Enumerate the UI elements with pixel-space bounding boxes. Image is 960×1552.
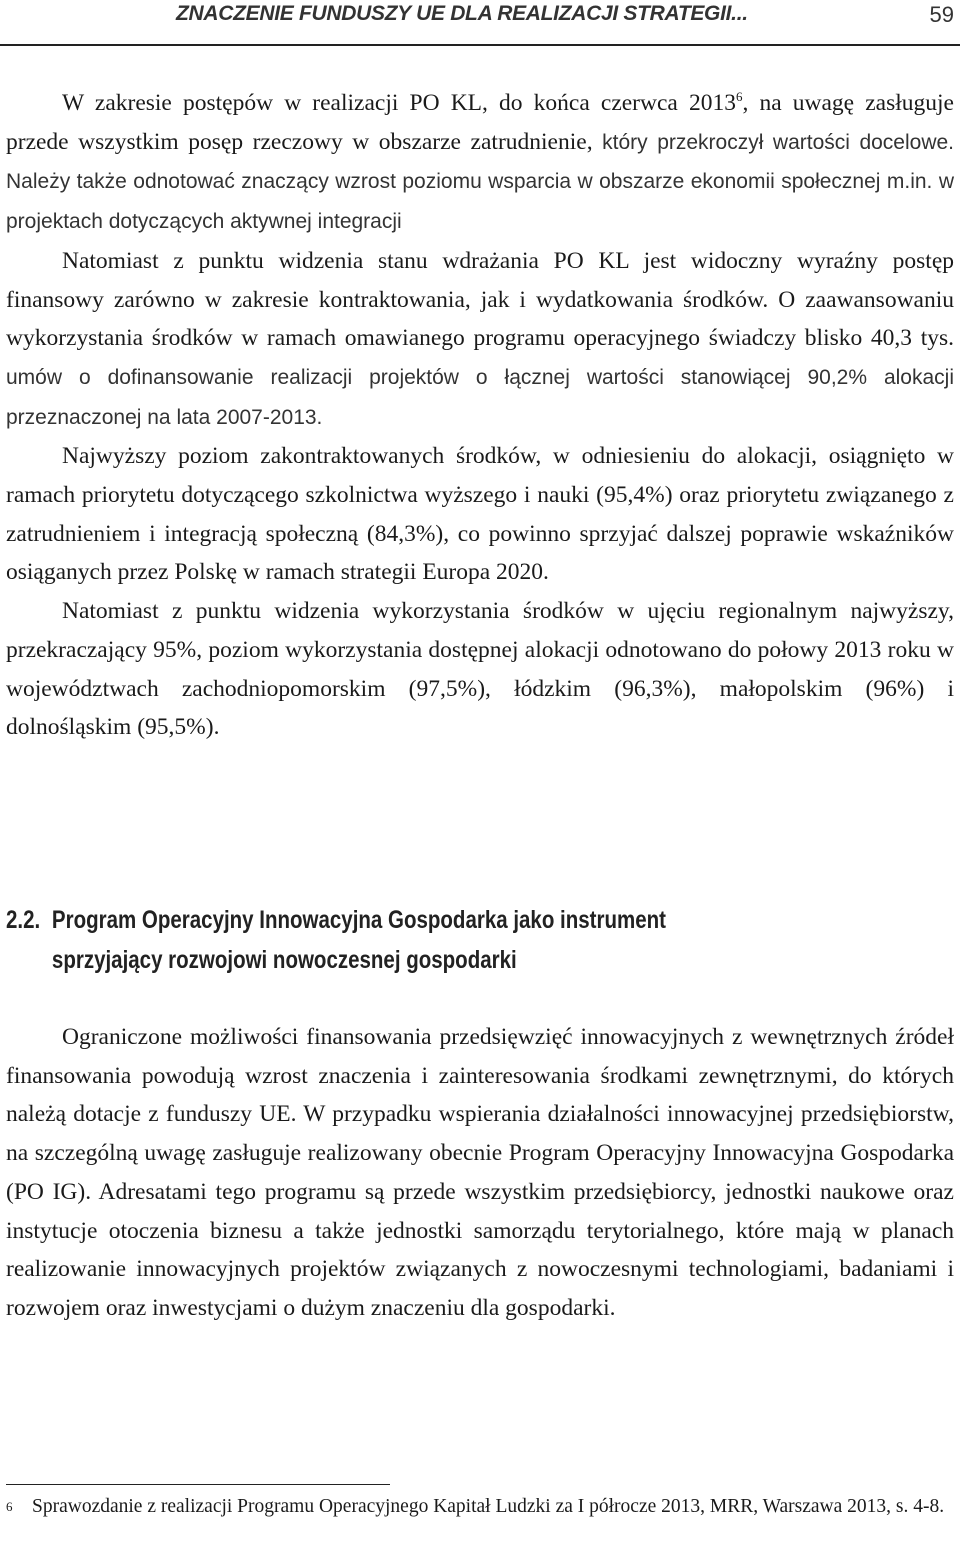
footnote-text: Sprawozdanie z realizacji Programu Operacyjnego Kapitał Ludzki za I półrocze 2013, MRR, Warszawa 2013, s. 4-8. [32,1496,945,1517]
page-number: 59 [929,2,954,27]
section-title-line-1: Program Operacyjny Innowacyjna Gospodarka jako instrument [51,906,666,934]
section-2-body [6,1018,954,1328]
paragraph-4: Natomiast z punktu widzenia wykorzystania środków w ujęciu regionalnym najwyższy, przekraczający 95%, poziom wykorzystania dostępnej alokacji odnotowano do połowy 2013 roku w województwach zachodniopomorskim (97,5%), łódzkim (96,3%), małopolskim (96%) i dolnośląskim (95,5%). [6,598,954,741]
paragraph-2-middle: O zaawansowaniu wykorzystania środków w ramach omawianego programu operacyjnego świadczy blisko 40,3 tys. [6,286,955,352]
footnote-reference: 6 [735,89,743,105]
paragraph-2-start: Natomiast z punktu widzenia stanu wdrażania PO KL jest widoczny wyraźny postęp finansowy zarówno w zakresie kontraktowania, jak i wydatkowania środków. [6,247,954,313]
section-heading [6,900,744,980]
paragraph-1-end: który przekroczył wartości docelowe. Należy także odnotować znaczący wzrost poziomu wsparcia w obszarze ekonomii społecznej m.in. w projektach dotyczących aktywnej integracji [6,130,955,234]
paragraph-2 [6,242,954,438]
running-title: ZNACZENIE FUNDUSZY UE DLA REALIZACJI STRATEGII... [176,2,748,25]
paragraph-1 [6,84,954,242]
paragraph-1-continued: , na uwagę zasługuje przede wszystkim posęp rzeczowy w obszarze zatrudnienie, [6,90,954,155]
footnote [6,1494,954,1520]
paragraph-3: Najwyższy poziom zakontraktowanych środków, w odniesieniu do alokacji, osiągnięto w ramach priorytetu dotyczącego szkolnictwa wyższego i nauki (95,4%) oraz priorytetu związanego z zatrudnieniem i integracją społeczną (84,3%), co powinno sprzyjać dalszej poprawie wskaźników osiąganych przez Polskę w ramach strategii Europa 2020. [6,443,954,586]
section-1-body [6,84,954,747]
section-heading-line-1 [6,900,744,940]
section-title-line-2: sprzyjający rozwojowi nowoczesnej gospodarki [51,946,517,974]
paragraph-2-end: umów o dofinansowanie realizacji projektów o łącznej wartości stanowiącej 90,2% alokacji przeznaczonej na lata 2007-2013. [6,365,954,429]
footnote-mark: 6 [6,1499,13,1514]
paragraph-5: Ograniczone możliwości finansowania przedsięwzięć innowacyjnych z wewnętrznych źródeł finansowania powodują wzrost znaczenia i zainteresowania środkami zewnętrznymi, do których należą dotacje z funduszy UE. W przypadku wspierania działalności innowacyjnej przedsiębiorstw, na szczególną uwagę zasługuje realizowany obecnie Program Operacyjny Innowacyjna Gospodarka (PO IG). Adresatami tego programu są przede wszystkim przedsiębiorcy, jednostki naukowe oraz instytucje otoczenia biznesu a także jednostki samorządu terytorialnego, które mają w planach realizowanie innowacyjnych projektów związanych z nowoczesnymi technologiami, badaniami i rozwojem oraz inwestycjami o dużym znaczeniu dla gospodarki. [6,1024,954,1321]
page-header [0,0,960,46]
paragraph-1-start: W zakresie postępów w realizacji PO KL, do końca czerwca 2013 [62,90,736,116]
footnote-separator [6,1484,390,1485]
section-number: 2.2. [6,906,41,934]
